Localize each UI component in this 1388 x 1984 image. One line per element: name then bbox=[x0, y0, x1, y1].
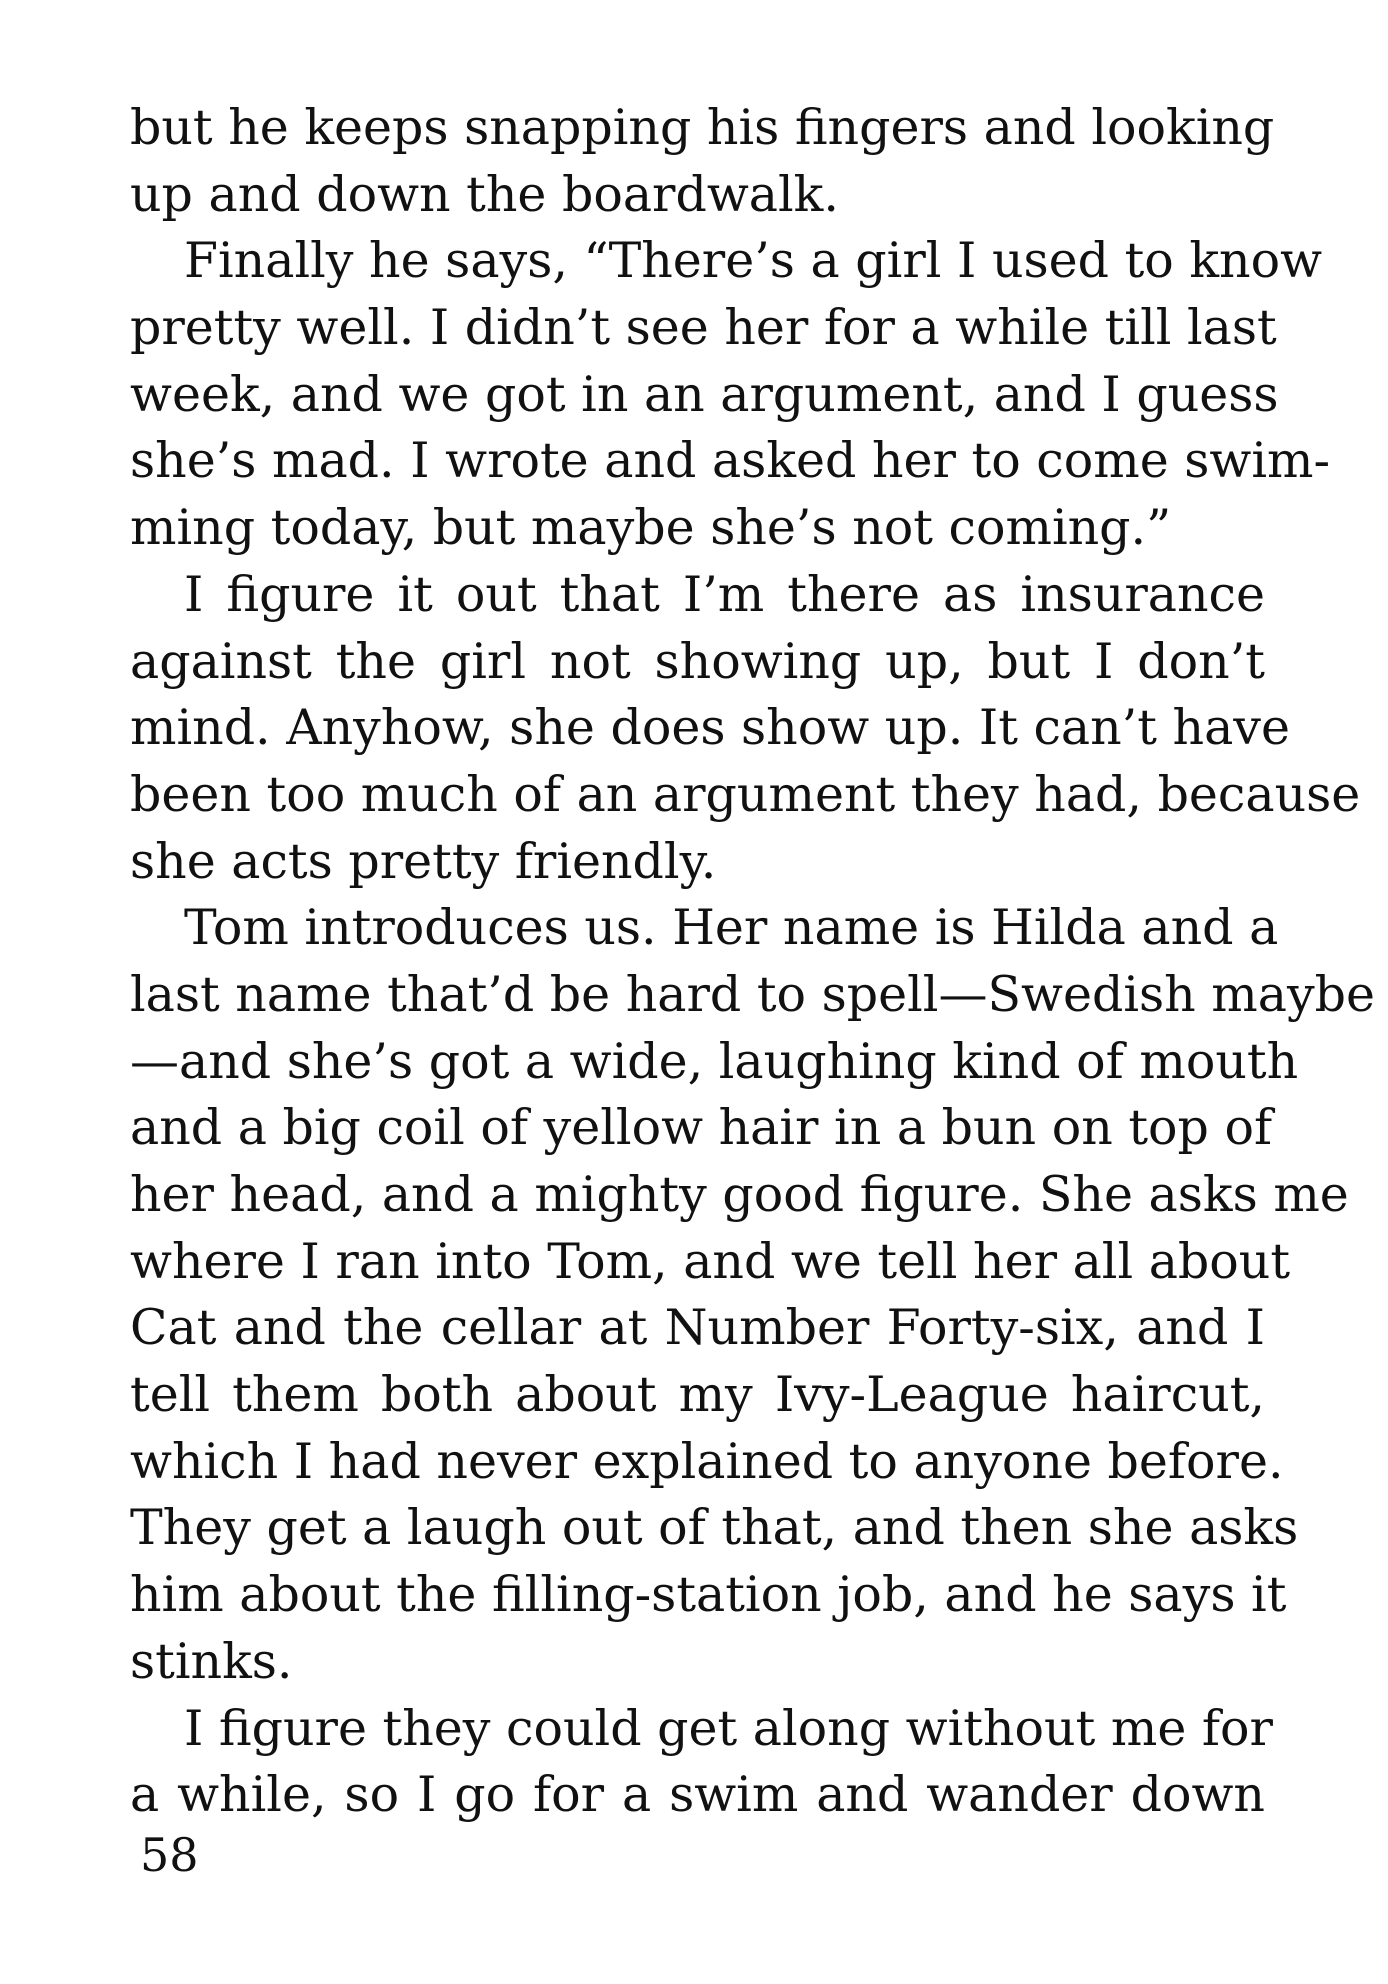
text-line: They get a laugh out of that, and then she asks bbox=[130, 1499, 1299, 1557]
text-line: up and down the boardwalk. bbox=[130, 165, 839, 223]
text-line: week, and we got in an argument, and I guess bbox=[130, 365, 1279, 423]
text-line: her head, and a mighty good figure. She asks me bbox=[130, 1166, 1349, 1223]
text-line: I figure it out that I’m there as insurance bbox=[184, 565, 1265, 623]
text-line: Finally he says, “There’s a girl I used to know bbox=[184, 232, 1323, 290]
text-line: tell them both about my Ivy-League haircut, bbox=[130, 1366, 1265, 1424]
text-line: which I had never explained to anyone before. bbox=[130, 1432, 1284, 1490]
page-number: 58 bbox=[140, 1828, 199, 1882]
text-line: but he keeps snapping his fingers and looking bbox=[130, 99, 1275, 156]
text-line: mind. Anyhow, she does show up. It can’t have bbox=[130, 699, 1290, 757]
text-line: and a big coil of yellow hair in a bun on top of bbox=[130, 1099, 1273, 1157]
text-line: I figure they could get along without me for bbox=[184, 1699, 1273, 1757]
text-line: where I ran into Tom, and we tell her all about bbox=[130, 1232, 1291, 1290]
text-line: ming today, but maybe she’s not coming.” bbox=[130, 499, 1172, 557]
text-line: him about the filling-station job, and he says it bbox=[130, 1566, 1287, 1624]
text-line: Tom introduces us. Her name is Hilda and a bbox=[184, 899, 1279, 957]
text-line: stinks. bbox=[130, 1632, 293, 1690]
text-line: against the girl not showing up, but I don’t bbox=[130, 632, 1265, 690]
text-line: been too much of an argument they had, because bbox=[130, 765, 1361, 823]
text-line: she’s mad. I wrote and asked her to come swim- bbox=[130, 432, 1331, 490]
text-line: —and she’s got a wide, laughing kind of mouth bbox=[130, 1032, 1299, 1090]
text-line: a while, so I go for a swim and wander down bbox=[130, 1766, 1265, 1824]
body-text bbox=[130, 95, 1376, 1829]
text-line: she acts pretty friendly. bbox=[130, 832, 717, 890]
text-line: last name that’d be hard to spell—Swedish maybe bbox=[130, 965, 1376, 1023]
text-line: pretty well. I didn’t see her for a while till last bbox=[130, 299, 1277, 357]
text-line: Cat and the cellar at Number Forty-six, and I bbox=[130, 1299, 1265, 1357]
